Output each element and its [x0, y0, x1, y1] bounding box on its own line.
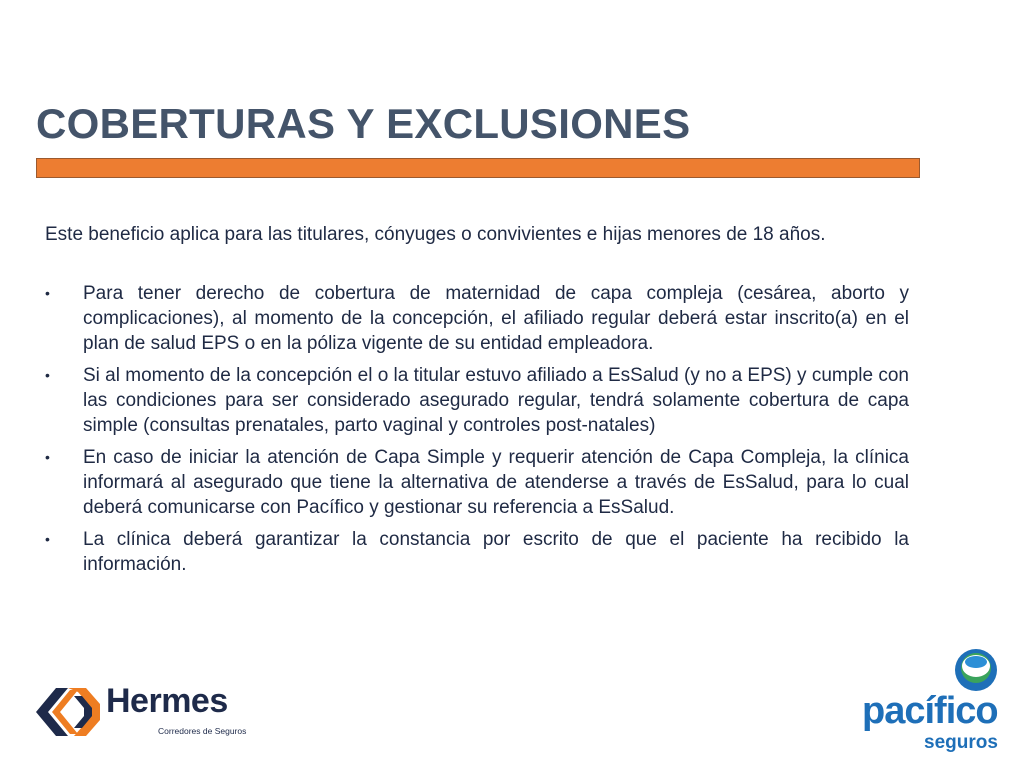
hermes-mark-icon	[34, 684, 104, 740]
pacifico-subtitle: seguros	[924, 732, 998, 753]
bullet-item-4	[45, 527, 909, 577]
slide-title: COBERTURAS Y EXCLUSIONES	[36, 100, 691, 147]
bullet-dot: •	[45, 285, 50, 301]
bullet-text: En caso de iniciar la atención de Capa Simple y requerir atención de Capa Compleja, la clínica informará al asegurado que tiene la alternativa de atenderse a través de EsSalud, para lo cual deberá comunicarse con Pacífico y gestionar su referencia a EsSalud.	[83, 447, 909, 518]
pacifico-circle-icon	[954, 648, 998, 692]
bullet-text: La clínica deberá garantizar la constancia por escrito de que el paciente ha recibido la información.	[83, 529, 909, 575]
pacifico-logo	[858, 648, 1008, 758]
bullet-dot: •	[45, 367, 50, 383]
bullet-item-3	[45, 445, 909, 520]
bullet-text: Si al momento de la concepción el o la titular estuvo afiliado a EsSalud (y no a EPS) y cumple con las condiciones para ser considerado asegurado regular, tendrá solamente cobertura de capa simple (consultas prenatales, parto vaginal y controles post-natales)	[83, 365, 909, 436]
bullet-dot: •	[45, 449, 50, 465]
hermes-tagline: Corredores de Seguros	[158, 726, 247, 736]
hermes-logo	[34, 682, 254, 742]
bullet-item-1	[45, 281, 909, 356]
pacifico-wordmark: pacífico	[862, 690, 998, 732]
bullet-list	[45, 281, 909, 584]
hermes-wordmark: Hermes	[106, 682, 228, 720]
bullet-text: Para tener derecho de cobertura de maternidad de capa compleja (cesárea, aborto y complicaciones), al momento de la concepción, el afiliado regular deberá estar inscrito(a) en el plan de salud EPS o en la póliza vigente de su entidad empleadora.	[83, 283, 909, 354]
intro-paragraph: Este beneficio aplica para las titulares, cónyuges o convivientes e hijas menores de 18 años.	[45, 224, 826, 245]
bullet-dot: •	[45, 531, 50, 547]
title-underline-bar	[36, 158, 920, 178]
bullet-item-2	[45, 363, 909, 438]
